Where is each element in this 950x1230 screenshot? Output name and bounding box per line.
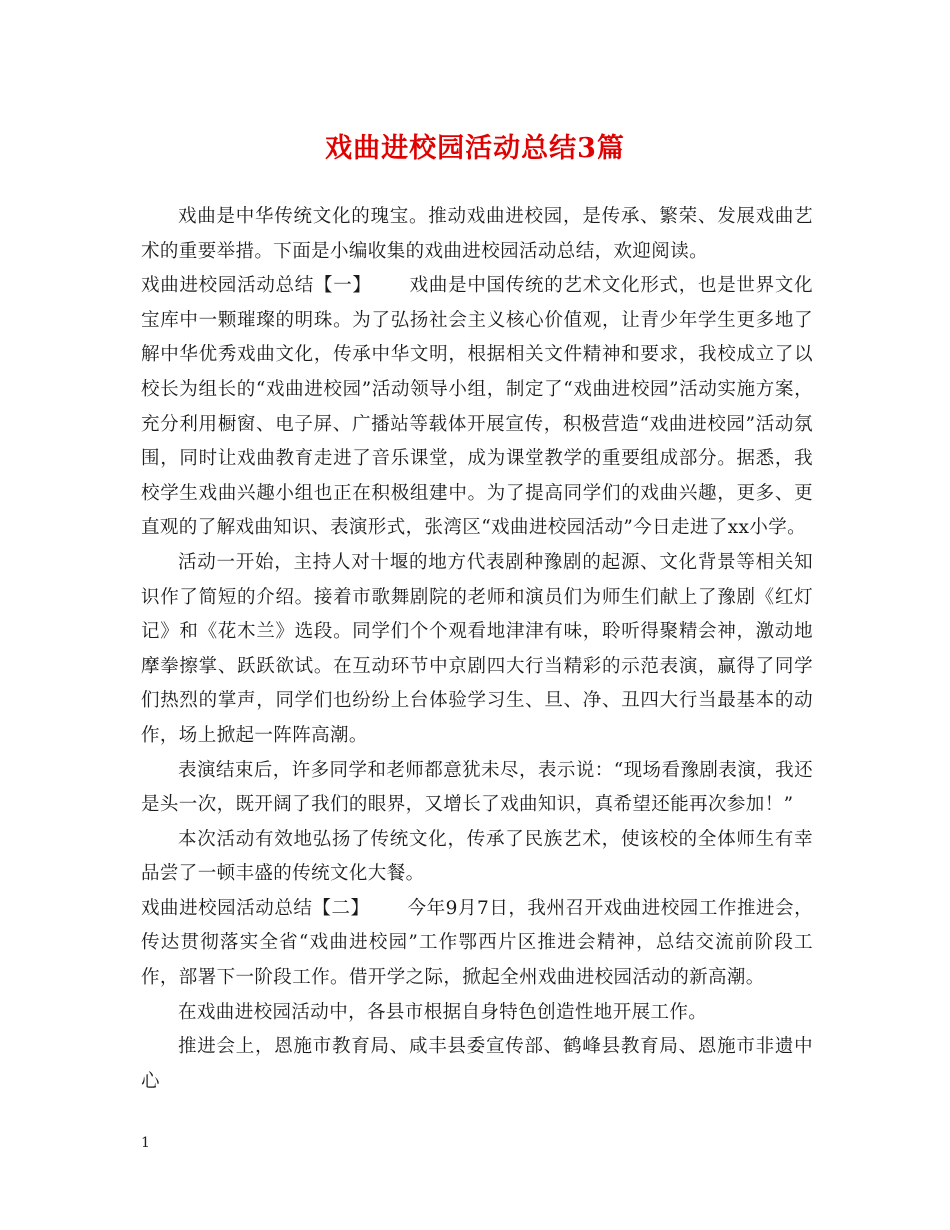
section-1-heading: 戏曲进校园活动总结【一】	[141, 275, 372, 297]
section-2-paragraph-2: 在戏曲进校园活动中，各县市根据自身特色创造性地开展工作。	[178, 1001, 708, 1023]
section-2-first-paragraph	[141, 892, 813, 996]
intro-paragraph: 戏曲是中华传统文化的瑰宝。推动戏曲进校园，是传承、繁荣、发展戏曲艺术的重要举措。下面是小编收集的戏曲进校园活动总结，欢迎阅读。	[141, 206, 813, 262]
section-2-paragraph-3: 推进会上，恩施市教育局、咸丰县委宣传部、鹤峰县教育局、恩施市非遗中心	[141, 1036, 813, 1092]
section-1-paragraph-3: 表演结束后，许多同学和老师都意犹未尽，表示说：“现场看豫剧表演，我还是头一次，既开阔了我们的眼界，又增长了戏曲知识，真希望还能再次参加！”	[141, 759, 813, 816]
document-body	[141, 200, 813, 1099]
page-number: 1	[141, 1135, 150, 1151]
section-2-paragraph-1-text: 今年9月7日，我州召开戏曲进校园工作推进会，传达贯彻落实全省“戏曲进校园”工作鄂西片区推进会精神，总结交流前阶段工作，部署下一阶段工作。借开学之际，掀起全州戏曲进校园活动的新高潮。	[141, 897, 813, 989]
section-1-first-paragraph	[141, 269, 813, 546]
section-1-paragraph-2: 活动一开始，主持人对十堰的地方代表剧种豫剧的起源、文化背景等相关知识作了简短的介绍。接着市歌舞剧院的老师和演员们为师生们献上了豫剧《红灯记》和《花木兰》选段。同学们个个观看地津津有味，聆听得聚精会神，激动地摩拳擦掌、跃跃欲试。在互动环节中京剧四大行当精彩的示范表演，赢得了同学们热烈的掌声，同学们也纷纷上台体验学习生、旦、净、丑四大行当最基本的动作，场上掀起一阵阵高潮。	[141, 551, 813, 746]
section-1-paragraph-1-text: 戏曲是中国传统的艺术文化形式，也是世界文化宝库中一颗璀璨的明珠。为了弘扬社会主义核心价值观，让青少年学生更多地了解中华优秀戏曲文化，传承中华文明，根据相关文件精神和要求，我校成立了以校长为组长的“戏曲进校园”活动领导小组，制定了“戏曲进校园”活动实施方案，充分利用橱窗、电子屏、广播站等载体开展宣传，积极营造“戏曲进校园”活动氛围，同时让戏曲教育走进了音乐课堂，成为课堂教学的重要组成部分。据悉，我校学生戏曲兴趣小组也正在积极组建中。为了提高同学们的戏曲兴趣，更多、更直观的了解戏曲知识、表演形式，张湾区“戏曲进校园活动”今日走进了xx小学。	[141, 275, 813, 539]
document-title: 戏曲进校园活动总结3篇	[325, 133, 625, 164]
section-1-paragraph-4: 本次活动有效地弘扬了传统文化，传承了民族艺术，使该校的全体师生有幸品尝了一顿丰盛的传统文化大餐。	[141, 828, 813, 885]
section-2-heading: 戏曲进校园活动总结【二】	[141, 897, 370, 919]
